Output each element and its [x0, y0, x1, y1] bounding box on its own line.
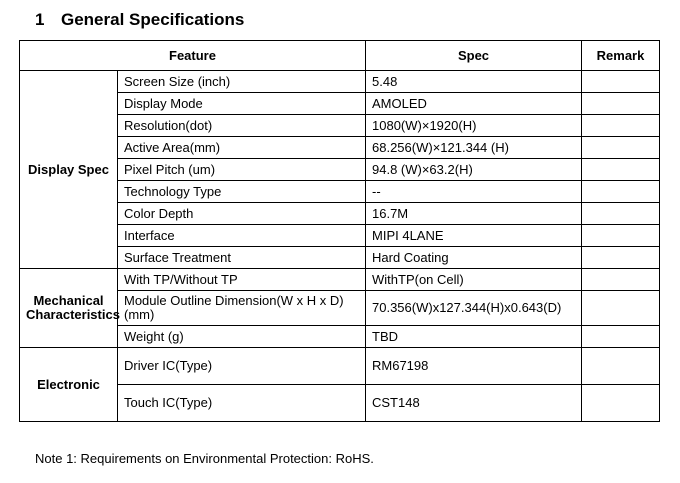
remark-cell [582, 247, 660, 269]
section-title: General Specifications [61, 10, 245, 29]
footnote: Note 1: Requirements on Environmental Protection: RoHS. [35, 451, 374, 466]
remark-cell [582, 203, 660, 225]
remark-cell [582, 93, 660, 115]
section-number: 1 [35, 10, 45, 29]
spec-cell: 94.8 (W)×63.2(H) [366, 159, 582, 181]
feature-cell: Active Area(mm) [118, 137, 366, 159]
spec-cell: MIPI 4LANE [366, 225, 582, 247]
remark-cell [582, 225, 660, 247]
feature-cell: Resolution(dot) [118, 115, 366, 137]
remark-cell [582, 137, 660, 159]
feature-cell: Surface Treatment [118, 247, 366, 269]
remark-cell [582, 181, 660, 203]
remark-cell [582, 71, 660, 93]
spec-cell: Hard Coating [366, 247, 582, 269]
spec-table [19, 40, 660, 422]
spec-cell: WithTP(on Cell) [366, 269, 582, 291]
spec-cell: TBD [366, 326, 582, 348]
spec-cell: AMOLED [366, 93, 582, 115]
feature-cell: Driver IC(Type) [118, 348, 366, 385]
section-heading [35, 10, 244, 30]
feature-cell: Pixel Pitch (um) [118, 159, 366, 181]
remark-cell [582, 348, 660, 385]
remark-cell [582, 269, 660, 291]
feature-cell: With TP/Without TP [118, 269, 366, 291]
spec-cell: 70.356(W)x127.344(H)x0.643(D) [366, 291, 582, 326]
feature-cell: Module Outline Dimension(W x H x D) (mm) [118, 291, 366, 326]
feature-cell: Display Mode [118, 93, 366, 115]
header-remark: Remark [582, 41, 660, 71]
table-row [20, 71, 660, 93]
table-row [20, 269, 660, 291]
remark-cell [582, 385, 660, 422]
spec-cell: 68.256(W)×121.344 (H) [366, 137, 582, 159]
spec-cell: -- [366, 181, 582, 203]
group-mechanical: Mechanical Characteristics [20, 269, 118, 348]
feature-cell: Screen Size (inch) [118, 71, 366, 93]
remark-cell [582, 326, 660, 348]
spec-cell: RM67198 [366, 348, 582, 385]
spec-cell: 1080(W)×1920(H) [366, 115, 582, 137]
spec-cell: 16.7M [366, 203, 582, 225]
spec-cell: 5.48 [366, 71, 582, 93]
feature-cell: Technology Type [118, 181, 366, 203]
remark-cell [582, 115, 660, 137]
table-header-row [20, 41, 660, 71]
header-feature: Feature [20, 41, 366, 71]
feature-cell: Interface [118, 225, 366, 247]
remark-cell [582, 291, 660, 326]
group-display-spec: Display Spec [20, 71, 118, 269]
feature-cell: Color Depth [118, 203, 366, 225]
feature-cell: Weight (g) [118, 326, 366, 348]
remark-cell [582, 159, 660, 181]
group-electronic: Electronic [20, 348, 118, 422]
header-spec: Spec [366, 41, 582, 71]
spec-cell: CST148 [366, 385, 582, 422]
table-row [20, 348, 660, 385]
feature-cell: Touch IC(Type) [118, 385, 366, 422]
